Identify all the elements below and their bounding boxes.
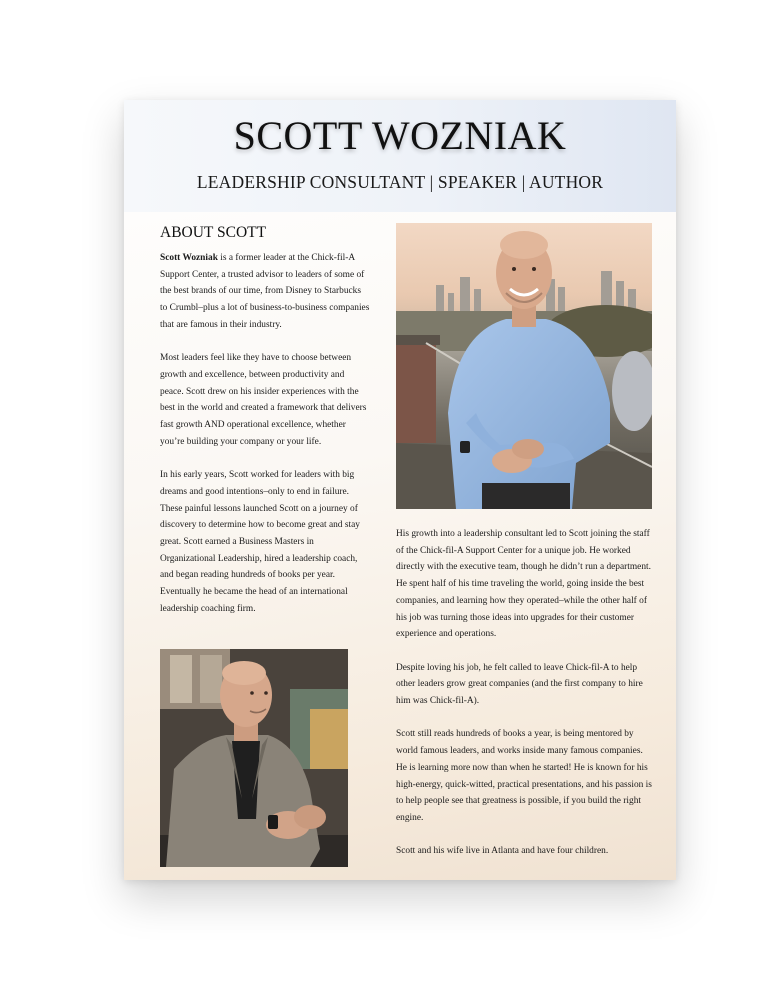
one-sheet-document — [124, 100, 676, 880]
about-paragraph-7: Scott and his wife live in Atlanta and have four children. — [396, 846, 609, 857]
speaker-tagline: LEADERSHIP CONSULTANT | SPEAKER | AUTHOR — [196, 172, 604, 192]
right-text-column — [396, 526, 656, 877]
header-band — [124, 100, 676, 212]
seated-portrait-illustration — [160, 649, 348, 867]
about-paragraph-5: Despite loving his job, he felt called to leave Chick-fil-A to help other leaders grow great companies (and the first company to hire him was Chick-fil-A). — [396, 662, 643, 707]
left-text-column — [160, 250, 370, 634]
about-paragraph-4: His growth into a leadership consultant led to Scott joining the staff of the Chick-fil-A Support Center for a unique job. He worked directly with the executive team, though he didn’t run a department. He spent half of his time traveling the world, going inside the best companies, and learning how they operated–while the other half of his job was turning those ideas into upgrades for their customer experience and operations. — [396, 529, 651, 640]
about-paragraph-3: In his early years, Scott worked for leaders with big dreams and good intentions–only to end in failure. These painful lessons launched Scott on a journey of discovery to determine how to become great and stay great. Scott earned a Business Masters in Organizational Leadership, hired a leadership coach, and began reading hundreds of books per year. Eventually he became the head of an international leadership coaching firm. — [160, 470, 360, 614]
intro-name: Scott Wozniak — [160, 253, 218, 263]
speaker-name: SCOTT WOZNIAK — [233, 113, 567, 158]
about-paragraph-1 — [160, 250, 370, 334]
rooftop-portrait-illustration — [396, 223, 652, 509]
rooftop-portrait-photo — [396, 223, 652, 509]
about-heading: ABOUT SCOTT — [160, 224, 267, 241]
about-paragraph-6: Scott still reads hundreds of books a year, is being mentored by world famous leaders, and works inside many famous companies. He is learning more now than when he started! He is known for his high-energy, quick-witted, practical presentations, and his passion is to help people see that greatness is possible, if you build the right engine. — [396, 729, 652, 823]
seated-portrait-photo — [160, 649, 348, 867]
intro-text: is a former leader at the Chick-fil-A Support Center, a trusted advisor to leaders of some of the best brands of our time, from Disney to Starbucks to Crumbl–plus a lot of business-to-business companies that are famous in their industry. — [160, 253, 370, 330]
about-paragraph-2: Most leaders feel like they have to choose between growth and excellence, between productivity and peace. Scott drew on his insider experiences with the best in the world and created a framework that delivers fast growth AND operational excellence, whether you’re building your company or your life. — [160, 353, 367, 447]
